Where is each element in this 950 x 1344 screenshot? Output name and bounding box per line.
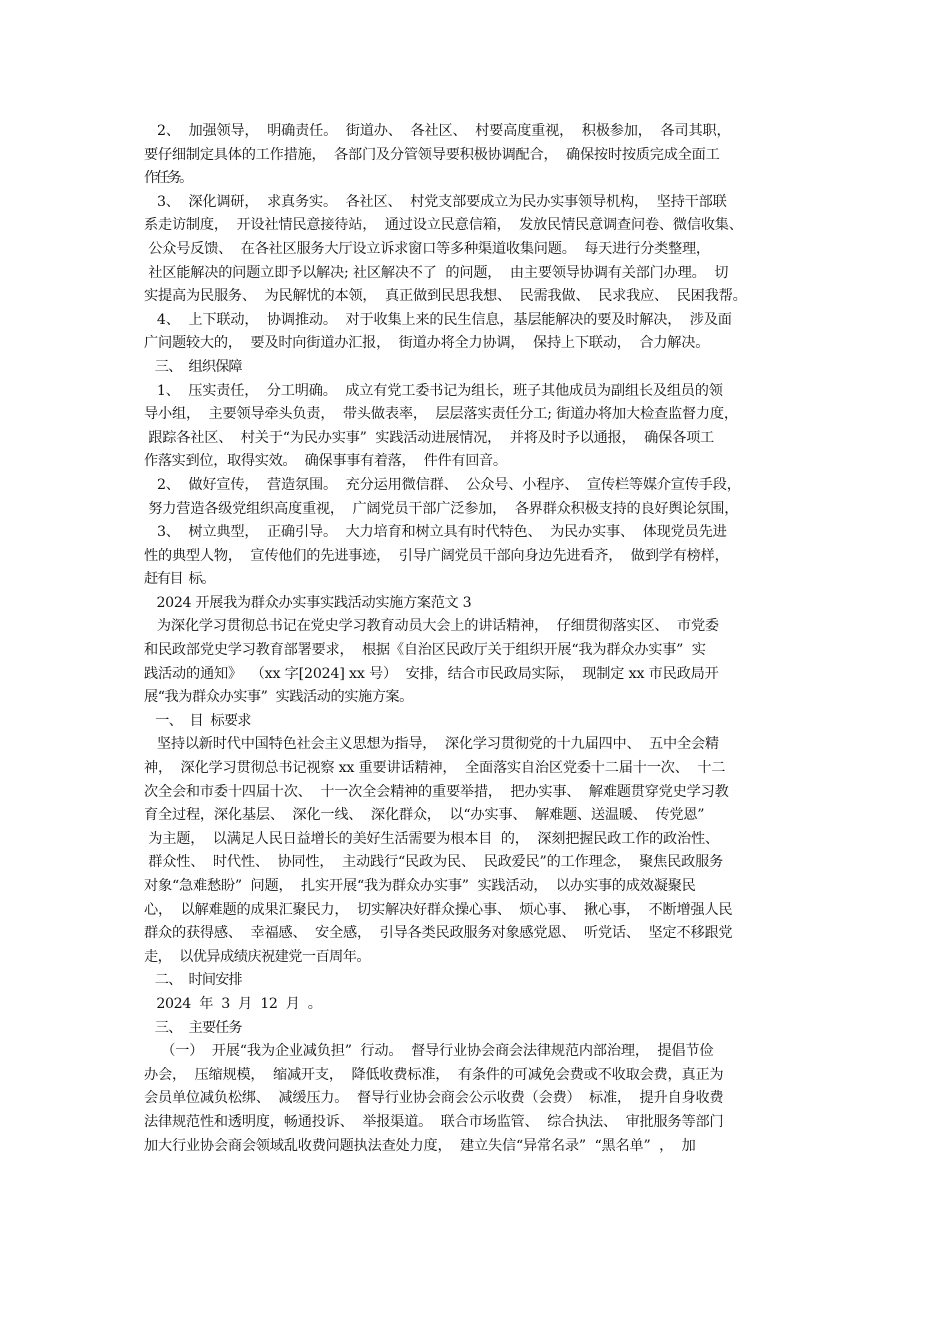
text-line: 系走访制度， 开设社情民意接待站， 通过设立民意信箱， 发放民情民意调查问卷、微信收集、 [144,217,743,234]
text-line: 神， 深化学习贯彻总书记视察 xx 重要讲话精神， 全面落实自治区党委十二届十一次、 十二 [144,760,726,777]
text-line: 公众号反馈、 在各社区服务大厅设立诉求窗口等多种渠道收集问题。 每天进行分类整理， [144,240,710,257]
text-line: 和民政部党史学习教育部署要求， 根据《自治区民政厅关于组织开展“我为群众办实事” 实 [144,642,706,659]
text-line: 3、 深化调研， 求真务实。 各社区、 村党支部要成立为民办实事领导机构， 坚持干部联 [144,193,727,210]
text-line: 走， 以优异成绩庆祝建党一百周年。 [144,948,371,965]
document-page [144,120,816,1158]
text-line: 作任务。 [144,170,191,187]
text-line: 跟踪各社区、 村关于“为民办实事” 实践活动进展情况， 并将及时予以通报， 确保各项工 [144,429,715,446]
text-line: 加大行业协会商会领域乱收费问题执法查处力度， 建立失信“异常名录” “黑名单” ， 加 [144,1137,696,1154]
text-line: 二、 时间安排 [144,972,242,989]
text-line: 努力营造各级党组织高度重视， 广阔党员干部广泛参加， 各界群众积极支持的良好舆论氛围， [144,500,739,517]
text-line: 2、 做好宣传， 营造氛围。 充分运用微信群、 公众号、小程序、 宣传栏等媒介宣传手段， [144,476,741,493]
text-line: 2、 加强领导， 明确责任。 街道办、 各社区、 村要高度重视， 积极参加， 各司其职， [144,123,731,139]
text-line: 为主题， 以满足人民日益增长的美好生活需要为根本目 的， 深刻把握民政工作的政治性、 [144,830,719,847]
text-line: 三、 主要任务 [144,1019,242,1036]
text-line: 为深化学习贯彻总书记在党史学习教育动员大会上的讲话精神， 仔细贯彻落实区、 市党委 [144,618,719,635]
text-line: 性的典型人物， 宣传他们的先进事迹， 引导广阔党员干部向身边先进看齐， 做到学有榜样， [144,547,729,564]
text-line: 践活动的通知》 （xx 字[2024] xx 号） 安排，结合市民政局实际， 现制定 xx 市民政局开 [144,665,719,682]
text-line: 赶有目 标。 [144,571,214,588]
text-line: 群众性、 时代性、 协同性， 主动践行“民政为民、 民政爱民”的工作理念， 聚焦民政服务 [144,854,724,871]
text-line: 实提高为民服务、 为民解忧的本领， 真正做到民思我想、 民需我做、 民求我应、 民困我帮。 [144,288,747,305]
text-line: 坚持以新时代中国特色社会主义思想为指导， 深化学习贯彻党的十九届四中、 五中全会精 [144,736,719,753]
text-line: 要仔细制定具体的工作措施， 各部门及分管领导要积极协调配合， 确保按时按质完成全面工 [144,146,720,163]
text-line: 3、 树立典型， 正确引导。 大力培育和树立具有时代特色、 为民办实事、 体现党员先进 [144,524,727,541]
text-line: 2024 开展我为群众办实事实践活动实施方案范文 3 [144,594,472,611]
text-line: 办会， 压缩规模， 缩减开支， 降低收费标准， 有条件的可减免会费或不收取会费，真正为 [144,1066,724,1083]
text-line: 次全会和市委十四届十次、 十一次全会精神的重要举措， 把办实事、 解难题贯穿党史学习教 [144,783,729,800]
text-line: 对象“急难愁盼” 问题， 扎实开展“我为群众办实事” 实践活动， 以办实事的成效凝聚民 [144,878,696,894]
text-line: （一） 开展“我为企业减负担” 行动。 督导行业协会商会法律规范内部治理， 提倡节俭 [144,1043,714,1060]
text-line: 会员单位减负松绑、 减缓压力。 督导行业协会商会公示收费（会费） 标准， 提升自身收费 [144,1090,724,1107]
text-line: 心， 以解难题的成果汇聚民力， 切实解决好群众操心事、 烦心事、 揪心事， 不断增强人民 [144,901,733,918]
text-line: 导小组， 主要领导牵头负责， 带头做表率， 层层落实责任分工; 街道办将加大检查监督力度， [144,406,738,423]
text-line: 展“我为群众办实事” 实践活动的实施方案。 [144,689,413,706]
text-line: 群众的获得感、 幸福感、 安全感， 引导各类民政服务对象感党恩、 听党话、 坚定不移跟党 [144,925,733,942]
text-line: 作落实到位，取得实效。 确保事事有着落， 件件有回音。 [144,453,507,470]
text-line: 广问题较大的， 要及时向街道办汇报， 街道办将全力协调， 保持上下联动， 合力解决。 [144,335,710,352]
text-line: 2024 年 3 月 12 月 。 [144,995,322,1012]
text-line: 三、 组织保障 [144,358,242,375]
text-line: 育全过程，深化基层、 深化一线、 深化群众， 以“办实事、 解难题、送温暖、 传党恩” [144,807,705,824]
text-line: 1、 压实责任， 分工明确。 成立有党工委书记为组长，班子其他成员为副组长及组员的领 [144,382,723,399]
text-line: 一、 目 标要求 [144,712,251,729]
text-line: 法律规范性和透明度，畅通投诉、 举报渠道。 联合市场监管、 综合执法、 审批服务等部门 [144,1113,724,1130]
text-line: 社区能解决的问题立即予以解决; 社区解决不了 的问题， 由主要领导协调有关部门办理。 切 [144,264,729,281]
text-line: 4、 上下联动， 协调推动。 对于收集上来的民生信息，基层能解决的要及时解决， 涉及面 [144,311,732,328]
